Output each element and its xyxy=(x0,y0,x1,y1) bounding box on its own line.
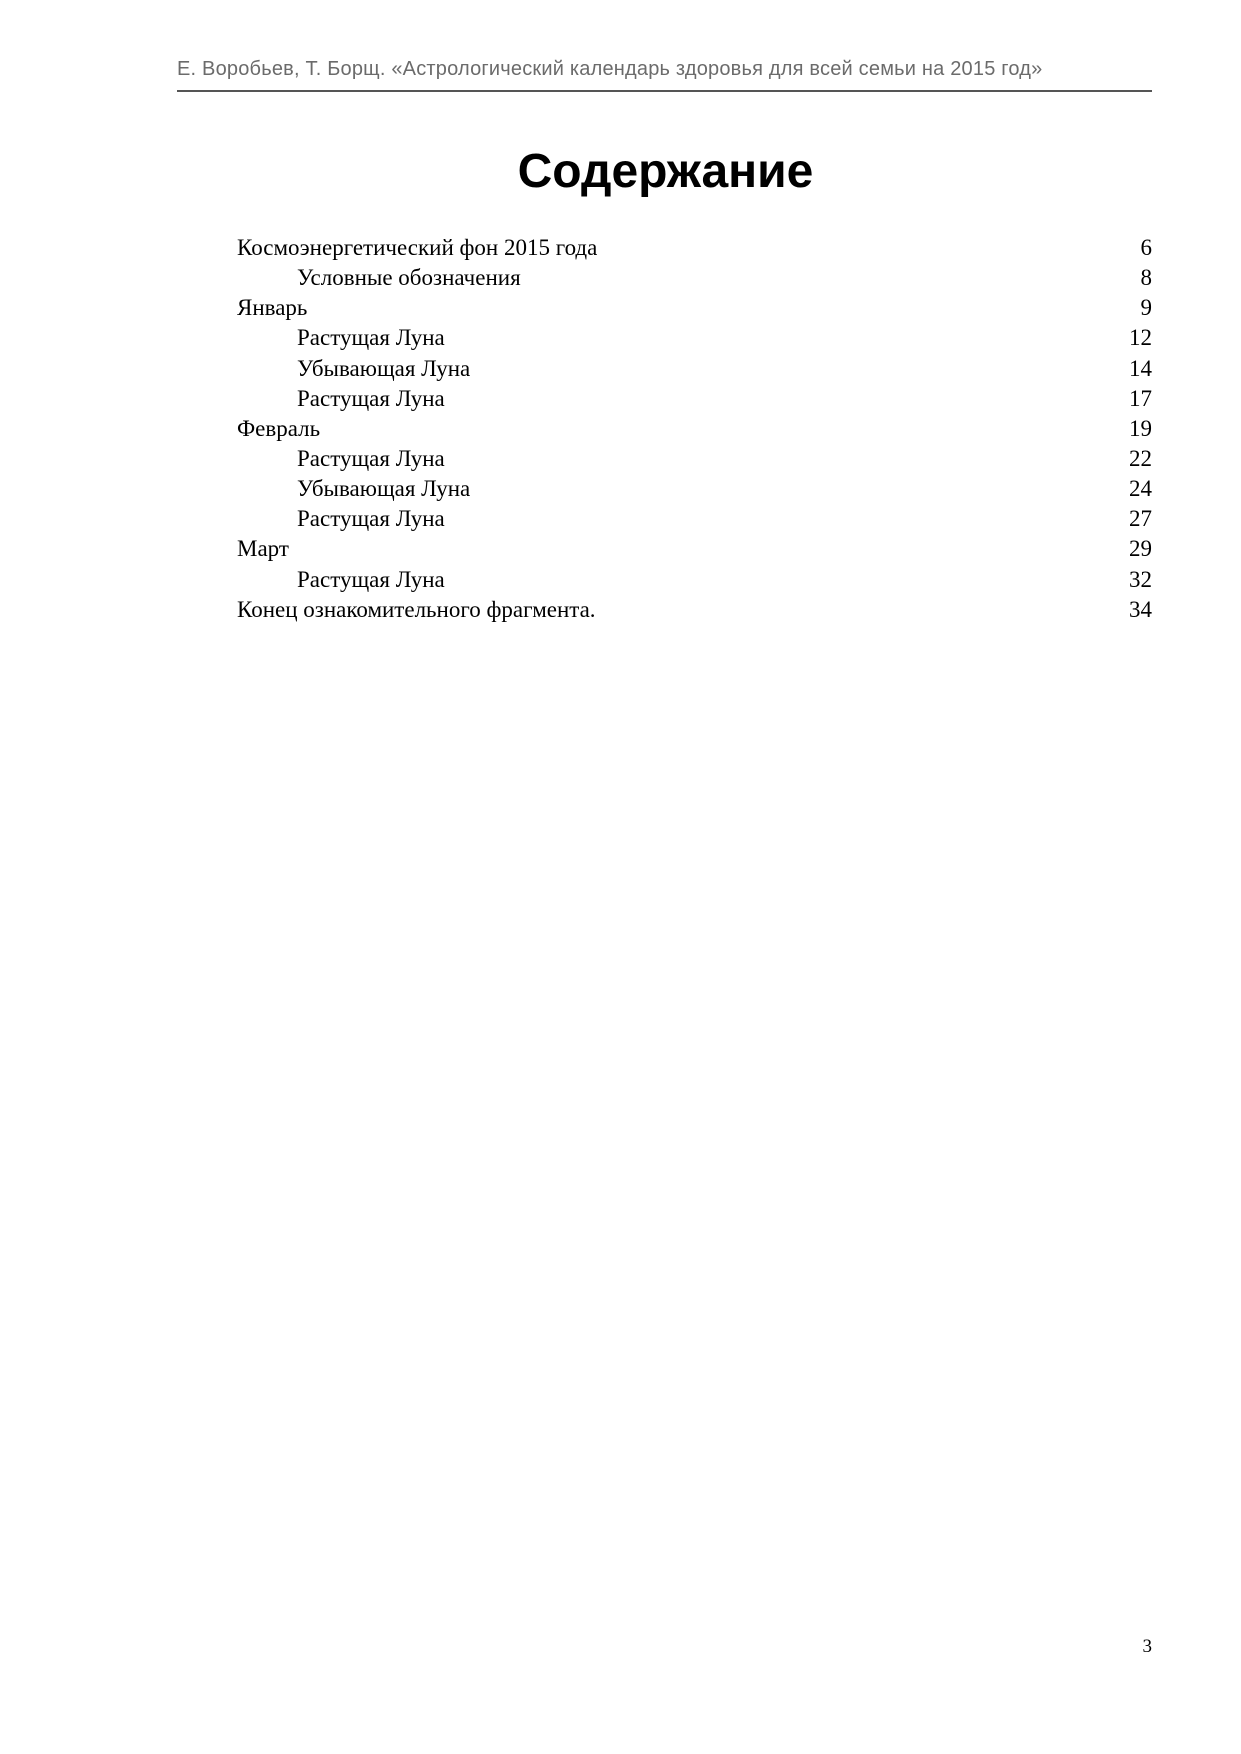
toc-entry[interactable] xyxy=(237,263,1152,293)
toc-entry-page: 8 xyxy=(1140,265,1152,291)
toc-entry[interactable] xyxy=(237,414,1152,444)
toc-entry-page: 14 xyxy=(1129,355,1152,381)
toc-entry[interactable] xyxy=(237,384,1152,414)
toc-entry-label: Растущая Луна xyxy=(297,506,445,532)
toc-entry-page: 27 xyxy=(1129,506,1152,532)
toc-entry-label: Растущая Луна xyxy=(297,325,445,351)
toc-entry-label: Март xyxy=(237,536,289,562)
toc-entry-page: 17 xyxy=(1129,385,1152,411)
toc-entry[interactable] xyxy=(237,595,1152,625)
toc-entry-label: Растущая Луна xyxy=(297,445,445,471)
toc-entry[interactable] xyxy=(237,474,1152,504)
toc-entry[interactable] xyxy=(237,323,1152,353)
toc-entry-page: 6 xyxy=(1140,235,1152,260)
toc-entry-page: 24 xyxy=(1129,476,1152,502)
toc-entry-page: 12 xyxy=(1129,325,1152,351)
toc-entry[interactable] xyxy=(237,444,1152,474)
toc-entry-label: Условные обозначения xyxy=(297,265,521,291)
table-of-contents xyxy=(237,233,1152,625)
running-header: Е. Воробьев, Т. Борщ. «Астрологический календарь здоровья для всей семьи на 2015 год» xyxy=(177,56,1152,92)
page-number: 3 xyxy=(1142,1636,1152,1657)
toc-entry[interactable] xyxy=(237,354,1152,384)
toc-entry[interactable] xyxy=(237,504,1152,534)
toc-entry-label: Растущая Луна xyxy=(297,385,445,411)
toc-entry-page: 29 xyxy=(1129,536,1152,562)
toc-entry[interactable] xyxy=(237,233,1152,263)
toc-entry-label: Февраль xyxy=(237,415,321,441)
toc-entry-label: Конец ознакомительного фрагмента. xyxy=(237,596,596,622)
toc-entry-label: Убывающая Луна xyxy=(297,476,471,502)
page-title: Содержание xyxy=(517,145,814,198)
toc-entry[interactable] xyxy=(237,565,1152,595)
toc-entry-label: Растущая Луна xyxy=(297,566,445,592)
toc-entry-label: Космоэнергетический фон 2015 года xyxy=(237,235,598,260)
toc-entry-page: 22 xyxy=(1129,445,1152,471)
toc-entry-label: Убывающая Луна xyxy=(297,355,471,381)
toc-entry-page: 32 xyxy=(1129,566,1152,592)
toc-entry[interactable] xyxy=(237,534,1152,564)
toc-entry-label: Январь xyxy=(237,295,308,321)
toc-entry-page: 19 xyxy=(1129,415,1152,441)
toc-entry-page: 9 xyxy=(1140,295,1152,321)
toc-entry[interactable] xyxy=(237,293,1152,323)
toc-entry-page: 34 xyxy=(1129,596,1152,622)
